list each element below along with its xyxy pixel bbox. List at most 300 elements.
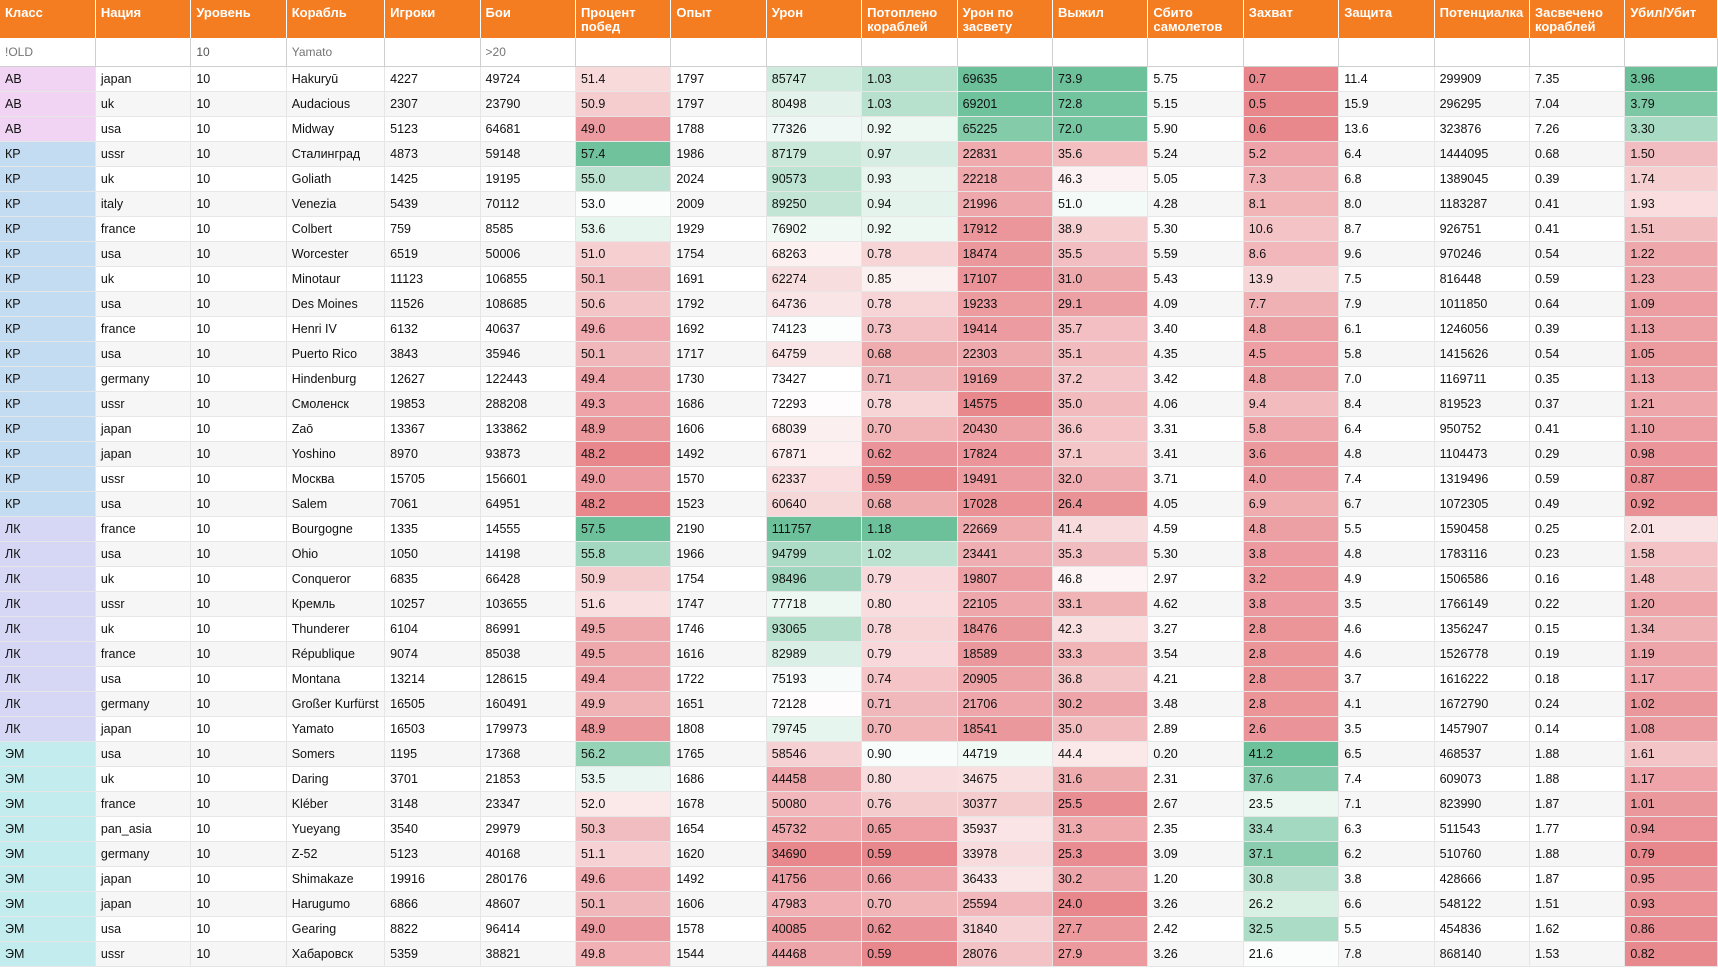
cell-nation: usa bbox=[95, 291, 190, 316]
cell-survived: 35.1 bbox=[1052, 341, 1147, 366]
cell-defense: 4.8 bbox=[1339, 441, 1434, 466]
cell-planes: 5.59 bbox=[1148, 241, 1243, 266]
cell-survived: 41.4 bbox=[1052, 516, 1147, 541]
column-header-defense[interactable]: Защита bbox=[1339, 0, 1434, 38]
column-header-winrate[interactable]: Процент побед bbox=[575, 0, 670, 38]
cell-xp: 1651 bbox=[671, 691, 766, 716]
cell-nation: japan bbox=[95, 441, 190, 466]
cell-spot-damage: 69635 bbox=[957, 66, 1052, 91]
column-header-damage[interactable]: Урон bbox=[766, 0, 861, 38]
cell-players: 7061 bbox=[385, 491, 480, 516]
cell-xp: 1570 bbox=[671, 466, 766, 491]
cell-planes: 3.71 bbox=[1148, 466, 1243, 491]
cell-potential: 511543 bbox=[1434, 816, 1529, 841]
table-row bbox=[0, 266, 1718, 291]
cell-nation: japan bbox=[95, 866, 190, 891]
cell-defense: 11.4 bbox=[1339, 66, 1434, 91]
cell-potential: 1457907 bbox=[1434, 716, 1529, 741]
cell-spotted: 0.15 bbox=[1530, 616, 1625, 641]
cell-planes: 2.89 bbox=[1148, 716, 1243, 741]
cell-tier: 10 bbox=[191, 141, 286, 166]
cell-ship: Daring bbox=[286, 766, 384, 791]
cell-kd: 1.17 bbox=[1625, 666, 1718, 691]
cell-winrate: 51.6 bbox=[575, 591, 670, 616]
cell-class: КР bbox=[0, 191, 95, 216]
table-row bbox=[0, 216, 1718, 241]
cell-spot-damage: 35937 bbox=[957, 816, 1052, 841]
cell-damage: 74123 bbox=[766, 316, 861, 341]
cell-frags: 0.62 bbox=[862, 916, 957, 941]
cell-planes: 3.09 bbox=[1148, 841, 1243, 866]
cell-xp: 2009 bbox=[671, 191, 766, 216]
cell-players: 5123 bbox=[385, 841, 480, 866]
cell-players: 13214 bbox=[385, 666, 480, 691]
cell-class: ЭМ bbox=[0, 741, 95, 766]
cell-class: КР bbox=[0, 241, 95, 266]
cell-battles: 40168 bbox=[480, 841, 575, 866]
cell-nation: usa bbox=[95, 541, 190, 566]
cell-nation: france bbox=[95, 216, 190, 241]
cell-players: 1425 bbox=[385, 166, 480, 191]
cell-winrate: 49.5 bbox=[575, 641, 670, 666]
table-row bbox=[0, 516, 1718, 541]
cell-survived: 33.3 bbox=[1052, 641, 1147, 666]
cell-damage: 47983 bbox=[766, 891, 861, 916]
cell-planes: 2.31 bbox=[1148, 766, 1243, 791]
cell-players: 5123 bbox=[385, 116, 480, 141]
cell-class: КР bbox=[0, 291, 95, 316]
column-header-battles[interactable]: Бои bbox=[480, 0, 575, 38]
cell-players: 6866 bbox=[385, 891, 480, 916]
cell-ship: Hindenburg bbox=[286, 366, 384, 391]
cell-players: 16505 bbox=[385, 691, 480, 716]
cell-potential: 868140 bbox=[1434, 941, 1529, 966]
cell-planes: 2.42 bbox=[1148, 916, 1243, 941]
cell-spotted: 0.39 bbox=[1530, 316, 1625, 341]
filter-cell bbox=[957, 38, 1052, 66]
filter-input-spot-damage[interactable] bbox=[960, 45, 1050, 59]
cell-potential: 1011850 bbox=[1434, 291, 1529, 316]
filter-input-damage[interactable] bbox=[769, 45, 859, 59]
cell-spot-damage: 20905 bbox=[957, 666, 1052, 691]
cell-potential: 548122 bbox=[1434, 891, 1529, 916]
cell-survived: 46.8 bbox=[1052, 566, 1147, 591]
cell-capture: 4.5 bbox=[1243, 341, 1338, 366]
cell-capture: 23.5 bbox=[1243, 791, 1338, 816]
cell-class: ЛК bbox=[0, 541, 95, 566]
cell-ship: Hakuryū bbox=[286, 66, 384, 91]
cell-winrate: 57.4 bbox=[575, 141, 670, 166]
cell-players: 3843 bbox=[385, 341, 480, 366]
cell-class: КР bbox=[0, 141, 95, 166]
cell-spot-damage: 21996 bbox=[957, 191, 1052, 216]
cell-ship: Audacious bbox=[286, 91, 384, 116]
cell-defense: 3.7 bbox=[1339, 666, 1434, 691]
cell-tier: 10 bbox=[191, 591, 286, 616]
cell-capture: 2.6 bbox=[1243, 716, 1338, 741]
cell-winrate: 50.3 bbox=[575, 816, 670, 841]
cell-spot-damage: 34675 bbox=[957, 766, 1052, 791]
cell-capture: 8.1 bbox=[1243, 191, 1338, 216]
cell-survived: 38.9 bbox=[1052, 216, 1147, 241]
cell-damage: 90573 bbox=[766, 166, 861, 191]
column-header-survived[interactable]: Выжил bbox=[1052, 0, 1147, 38]
cell-spot-damage: 65225 bbox=[957, 116, 1052, 141]
cell-xp: 1578 bbox=[671, 916, 766, 941]
table-row bbox=[0, 691, 1718, 716]
column-header-spot-damage[interactable]: Урон по засвету bbox=[957, 0, 1052, 38]
filter-input-capture[interactable] bbox=[1246, 45, 1336, 59]
cell-survived: 32.0 bbox=[1052, 466, 1147, 491]
table-row bbox=[0, 66, 1718, 91]
cell-potential: 1415626 bbox=[1434, 341, 1529, 366]
cell-ship: Somers bbox=[286, 741, 384, 766]
cell-kd: 0.87 bbox=[1625, 466, 1718, 491]
cell-damage: 45732 bbox=[766, 816, 861, 841]
cell-nation: ussr bbox=[95, 391, 190, 416]
cell-damage: 41756 bbox=[766, 866, 861, 891]
cell-defense: 15.9 bbox=[1339, 91, 1434, 116]
cell-frags: 0.68 bbox=[862, 341, 957, 366]
cell-capture: 32.5 bbox=[1243, 916, 1338, 941]
cell-capture: 2.8 bbox=[1243, 666, 1338, 691]
filter-input-kd[interactable] bbox=[1627, 45, 1715, 59]
cell-players: 6104 bbox=[385, 616, 480, 641]
cell-players: 19853 bbox=[385, 391, 480, 416]
cell-frags: 0.65 bbox=[862, 816, 957, 841]
cell-spot-damage: 18476 bbox=[957, 616, 1052, 641]
cell-winrate: 50.1 bbox=[575, 891, 670, 916]
column-header-players[interactable]: Игроки bbox=[385, 0, 480, 38]
cell-ship: Midway bbox=[286, 116, 384, 141]
cell-defense: 9.6 bbox=[1339, 241, 1434, 266]
cell-spot-damage: 36433 bbox=[957, 866, 1052, 891]
column-header-nation[interactable]: Нация bbox=[95, 0, 190, 38]
filter-input-tier[interactable] bbox=[193, 45, 283, 59]
filter-input-survived[interactable] bbox=[1055, 45, 1145, 59]
cell-ship: Venezia bbox=[286, 191, 384, 216]
cell-ship: Хабаровск bbox=[286, 941, 384, 966]
cell-class: КР bbox=[0, 366, 95, 391]
filter-input-xp[interactable] bbox=[673, 45, 763, 59]
cell-potential: 823990 bbox=[1434, 791, 1529, 816]
cell-nation: france bbox=[95, 641, 190, 666]
cell-nation: japan bbox=[95, 716, 190, 741]
cell-potential: 1319496 bbox=[1434, 466, 1529, 491]
cell-damage: 58546 bbox=[766, 741, 861, 766]
column-header-class[interactable]: Класс bbox=[0, 0, 95, 38]
cell-capture: 4.8 bbox=[1243, 366, 1338, 391]
cell-winrate: 49.8 bbox=[575, 941, 670, 966]
cell-class: ЭМ bbox=[0, 841, 95, 866]
cell-winrate: 49.6 bbox=[575, 316, 670, 341]
column-header-xp[interactable]: Опыт bbox=[671, 0, 766, 38]
cell-kd: 1.22 bbox=[1625, 241, 1718, 266]
cell-survived: 33.1 bbox=[1052, 591, 1147, 616]
cell-battles: 48607 bbox=[480, 891, 575, 916]
cell-potential: 1104473 bbox=[1434, 441, 1529, 466]
cell-survived: 35.5 bbox=[1052, 241, 1147, 266]
cell-tier: 10 bbox=[191, 791, 286, 816]
table-row bbox=[0, 366, 1718, 391]
filter-input-spotted[interactable] bbox=[1532, 45, 1622, 59]
filter-input-ship[interactable] bbox=[289, 45, 382, 59]
table-row bbox=[0, 291, 1718, 316]
cell-potential: 510760 bbox=[1434, 841, 1529, 866]
cell-planes: 5.43 bbox=[1148, 266, 1243, 291]
cell-spotted: 0.39 bbox=[1530, 166, 1625, 191]
cell-damage: 76902 bbox=[766, 216, 861, 241]
cell-tier: 10 bbox=[191, 716, 286, 741]
column-header-frags[interactable]: Потоплено кораблей bbox=[862, 0, 957, 38]
cell-winrate: 52.0 bbox=[575, 791, 670, 816]
cell-spot-damage: 22218 bbox=[957, 166, 1052, 191]
cell-nation: usa bbox=[95, 341, 190, 366]
cell-nation: ussr bbox=[95, 591, 190, 616]
cell-class: КР bbox=[0, 316, 95, 341]
cell-spotted: 0.64 bbox=[1530, 291, 1625, 316]
cell-planes: 5.30 bbox=[1148, 541, 1243, 566]
cell-tier: 10 bbox=[191, 266, 286, 291]
cell-frags: 0.90 bbox=[862, 741, 957, 766]
cell-xp: 1492 bbox=[671, 441, 766, 466]
cell-survived: 73.9 bbox=[1052, 66, 1147, 91]
cell-players: 4873 bbox=[385, 141, 480, 166]
cell-nation: uk bbox=[95, 91, 190, 116]
table-row bbox=[0, 416, 1718, 441]
cell-xp: 1746 bbox=[671, 616, 766, 641]
cell-tier: 10 bbox=[191, 866, 286, 891]
filter-input-planes[interactable] bbox=[1150, 45, 1240, 59]
cell-winrate: 50.1 bbox=[575, 341, 670, 366]
cell-spotted: 0.59 bbox=[1530, 266, 1625, 291]
cell-damage: 50080 bbox=[766, 791, 861, 816]
filter-input-potential[interactable] bbox=[1437, 45, 1527, 59]
cell-nation: germany bbox=[95, 841, 190, 866]
column-header-planes[interactable]: Сбито самолетов bbox=[1148, 0, 1243, 38]
cell-players: 11123 bbox=[385, 266, 480, 291]
cell-capture: 2.8 bbox=[1243, 691, 1338, 716]
cell-planes: 3.26 bbox=[1148, 941, 1243, 966]
cell-capture: 3.2 bbox=[1243, 566, 1338, 591]
cell-frags: 0.73 bbox=[862, 316, 957, 341]
filter-input-players[interactable] bbox=[387, 45, 477, 59]
cell-planes: 4.09 bbox=[1148, 291, 1243, 316]
cell-players: 1050 bbox=[385, 541, 480, 566]
cell-capture: 37.1 bbox=[1243, 841, 1338, 866]
cell-potential: 1506586 bbox=[1434, 566, 1529, 591]
cell-nation: germany bbox=[95, 366, 190, 391]
cell-class: ЭМ bbox=[0, 766, 95, 791]
cell-xp: 1929 bbox=[671, 216, 766, 241]
filter-input-nation[interactable] bbox=[98, 45, 188, 59]
cell-spot-damage: 28076 bbox=[957, 941, 1052, 966]
cell-spot-damage: 14575 bbox=[957, 391, 1052, 416]
cell-tier: 10 bbox=[191, 666, 286, 691]
filter-input-winrate[interactable] bbox=[578, 45, 668, 59]
cell-defense: 3.5 bbox=[1339, 591, 1434, 616]
cell-survived: 35.7 bbox=[1052, 316, 1147, 341]
cell-survived: 35.3 bbox=[1052, 541, 1147, 566]
cell-frags: 0.66 bbox=[862, 866, 957, 891]
cell-defense: 5.8 bbox=[1339, 341, 1434, 366]
cell-ship: Salem bbox=[286, 491, 384, 516]
column-header-capture[interactable]: Захват bbox=[1243, 0, 1338, 38]
column-header-ship[interactable]: Корабль bbox=[286, 0, 384, 38]
cell-winrate: 48.9 bbox=[575, 416, 670, 441]
column-header-kd[interactable]: Убил/Убит bbox=[1625, 0, 1718, 38]
cell-spotted: 1.88 bbox=[1530, 841, 1625, 866]
cell-battles: 23347 bbox=[480, 791, 575, 816]
cell-damage: 62274 bbox=[766, 266, 861, 291]
cell-survived: 35.0 bbox=[1052, 716, 1147, 741]
cell-defense: 4.8 bbox=[1339, 541, 1434, 566]
cell-ship: Сталинград bbox=[286, 141, 384, 166]
cell-winrate: 55.8 bbox=[575, 541, 670, 566]
cell-damage: 40085 bbox=[766, 916, 861, 941]
cell-defense: 7.9 bbox=[1339, 291, 1434, 316]
cell-planes: 1.20 bbox=[1148, 866, 1243, 891]
cell-potential: 1783116 bbox=[1434, 541, 1529, 566]
cell-spot-damage: 19491 bbox=[957, 466, 1052, 491]
cell-class: ЛК bbox=[0, 591, 95, 616]
table-row bbox=[0, 891, 1718, 916]
cell-spotted: 0.49 bbox=[1530, 491, 1625, 516]
column-header-tier[interactable]: Уровень bbox=[191, 0, 286, 38]
cell-ship: Puerto Rico bbox=[286, 341, 384, 366]
cell-potential: 1444095 bbox=[1434, 141, 1529, 166]
cell-planes: 3.31 bbox=[1148, 416, 1243, 441]
cell-planes: 4.28 bbox=[1148, 191, 1243, 216]
cell-spotted: 1.87 bbox=[1530, 791, 1625, 816]
column-header-spotted[interactable]: Засвечено кораблей bbox=[1530, 0, 1625, 38]
cell-spot-damage: 18541 bbox=[957, 716, 1052, 741]
cell-kd: 0.93 bbox=[1625, 891, 1718, 916]
cell-winrate: 55.0 bbox=[575, 166, 670, 191]
cell-capture: 13.9 bbox=[1243, 266, 1338, 291]
table-row bbox=[0, 191, 1718, 216]
filter-input-frags[interactable] bbox=[864, 45, 954, 59]
cell-tier: 10 bbox=[191, 841, 286, 866]
cell-spot-damage: 22105 bbox=[957, 591, 1052, 616]
filter-input-battles[interactable] bbox=[483, 45, 573, 59]
cell-nation: usa bbox=[95, 116, 190, 141]
cell-capture: 33.4 bbox=[1243, 816, 1338, 841]
cell-class: ЛК bbox=[0, 641, 95, 666]
cell-planes: 3.26 bbox=[1148, 891, 1243, 916]
cell-planes: 5.15 bbox=[1148, 91, 1243, 116]
column-header-potential[interactable]: Потенциалка bbox=[1434, 0, 1529, 38]
cell-frags: 0.85 bbox=[862, 266, 957, 291]
cell-winrate: 48.2 bbox=[575, 441, 670, 466]
cell-kd: 0.95 bbox=[1625, 866, 1718, 891]
cell-defense: 6.5 bbox=[1339, 741, 1434, 766]
cell-nation: japan bbox=[95, 66, 190, 91]
cell-potential: 926751 bbox=[1434, 216, 1529, 241]
cell-spotted: 0.19 bbox=[1530, 641, 1625, 666]
cell-kd: 3.30 bbox=[1625, 116, 1718, 141]
cell-spot-damage: 69201 bbox=[957, 91, 1052, 116]
cell-survived: 29.1 bbox=[1052, 291, 1147, 316]
cell-xp: 1492 bbox=[671, 866, 766, 891]
cell-battles: 64951 bbox=[480, 491, 575, 516]
table-row bbox=[0, 241, 1718, 266]
cell-defense: 7.8 bbox=[1339, 941, 1434, 966]
cell-players: 3148 bbox=[385, 791, 480, 816]
cell-players: 8822 bbox=[385, 916, 480, 941]
cell-frags: 0.78 bbox=[862, 241, 957, 266]
cell-frags: 0.70 bbox=[862, 416, 957, 441]
filter-cell bbox=[575, 38, 670, 66]
cell-class: ЭМ bbox=[0, 916, 95, 941]
cell-frags: 0.94 bbox=[862, 191, 957, 216]
cell-tier: 10 bbox=[191, 166, 286, 191]
cell-planes: 5.05 bbox=[1148, 166, 1243, 191]
cell-frags: 0.78 bbox=[862, 291, 957, 316]
cell-players: 15705 bbox=[385, 466, 480, 491]
cell-potential: 1672790 bbox=[1434, 691, 1529, 716]
filter-cell bbox=[1243, 38, 1338, 66]
cell-battles: 14198 bbox=[480, 541, 575, 566]
cell-players: 759 bbox=[385, 216, 480, 241]
cell-winrate: 50.9 bbox=[575, 91, 670, 116]
cell-potential: 970246 bbox=[1434, 241, 1529, 266]
cell-spotted: 0.25 bbox=[1530, 516, 1625, 541]
cell-planes: 5.90 bbox=[1148, 116, 1243, 141]
cell-xp: 1523 bbox=[671, 491, 766, 516]
cell-ship: Yamato bbox=[286, 716, 384, 741]
table-row bbox=[0, 741, 1718, 766]
cell-xp: 1765 bbox=[671, 741, 766, 766]
cell-planes: 2.35 bbox=[1148, 816, 1243, 841]
cell-kd: 1.19 bbox=[1625, 641, 1718, 666]
table-row bbox=[0, 541, 1718, 566]
cell-tier: 10 bbox=[191, 691, 286, 716]
cell-frags: 0.78 bbox=[862, 391, 957, 416]
filter-cell bbox=[1434, 38, 1529, 66]
cell-defense: 13.6 bbox=[1339, 116, 1434, 141]
cell-survived: 36.8 bbox=[1052, 666, 1147, 691]
cell-winrate: 49.9 bbox=[575, 691, 670, 716]
cell-tier: 10 bbox=[191, 341, 286, 366]
cell-capture: 30.8 bbox=[1243, 866, 1338, 891]
cell-capture: 21.6 bbox=[1243, 941, 1338, 966]
cell-damage: 73427 bbox=[766, 366, 861, 391]
cell-players: 1195 bbox=[385, 741, 480, 766]
cell-tier: 10 bbox=[191, 516, 286, 541]
cell-frags: 0.79 bbox=[862, 641, 957, 666]
cell-players: 9074 bbox=[385, 641, 480, 666]
cell-battles: 70112 bbox=[480, 191, 575, 216]
cell-potential: 1616222 bbox=[1434, 666, 1529, 691]
cell-ship: Montana bbox=[286, 666, 384, 691]
cell-winrate: 50.6 bbox=[575, 291, 670, 316]
cell-winrate: 50.1 bbox=[575, 266, 670, 291]
cell-survived: 25.3 bbox=[1052, 841, 1147, 866]
cell-survived: 72.8 bbox=[1052, 91, 1147, 116]
cell-ship: République bbox=[286, 641, 384, 666]
cell-kd: 1.20 bbox=[1625, 591, 1718, 616]
filter-cell bbox=[1148, 38, 1243, 66]
filter-input-defense[interactable] bbox=[1341, 45, 1431, 59]
cell-planes: 4.59 bbox=[1148, 516, 1243, 541]
cell-spotted: 1.88 bbox=[1530, 766, 1625, 791]
filter-input-class[interactable] bbox=[2, 45, 93, 59]
cell-kd: 1.13 bbox=[1625, 366, 1718, 391]
cell-capture: 6.9 bbox=[1243, 491, 1338, 516]
cell-capture: 5.2 bbox=[1243, 141, 1338, 166]
cell-spot-damage: 25594 bbox=[957, 891, 1052, 916]
